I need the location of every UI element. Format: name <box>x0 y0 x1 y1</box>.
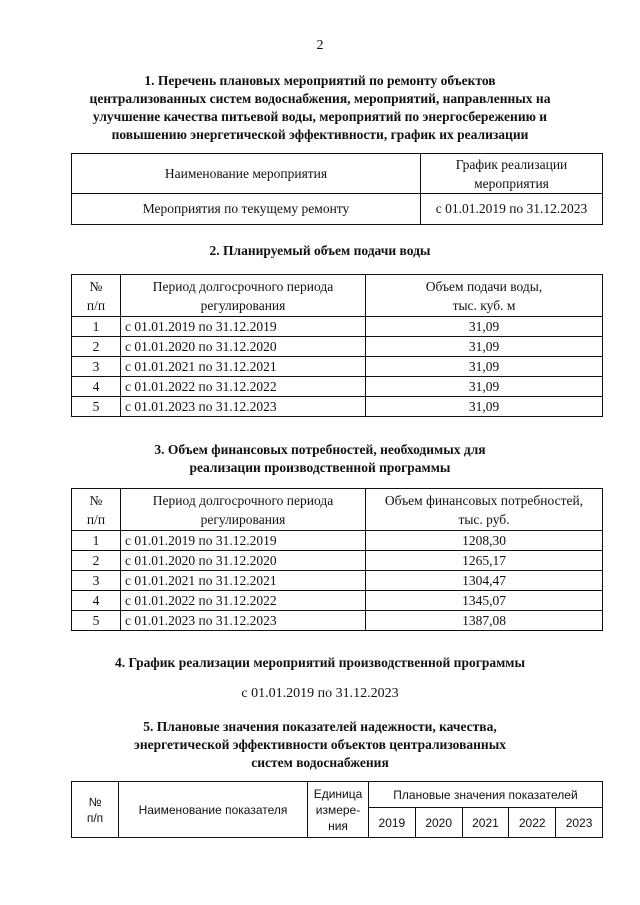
row-period: с 01.01.2023 по 31.12.2023 <box>121 611 366 631</box>
table-row <box>72 357 603 377</box>
row-number: 3 <box>72 571 121 591</box>
table-row <box>72 194 603 225</box>
header-line: ния <box>328 818 348 833</box>
header-line: измере- <box>315 802 361 817</box>
row-value: 31,09 <box>366 357 603 377</box>
header-line: Объем финансовых потребностей, <box>384 492 584 508</box>
header-line: регулирования <box>200 511 286 527</box>
title-line: улучшение качества питьевой воды, мероприятий по энергосбережению и <box>92 109 548 124</box>
row-period: с 01.01.2019 по 31.12.2019 <box>121 531 366 551</box>
row-number: 4 <box>72 591 121 611</box>
row-number: 2 <box>72 337 121 357</box>
activity-schedule: с 01.01.2019 по 31.12.2023 <box>421 194 603 225</box>
header-line: Единица <box>313 786 363 801</box>
row-period: с 01.01.2020 по 31.12.2020 <box>121 551 366 571</box>
row-period: с 01.01.2021 по 31.12.2021 <box>121 571 366 591</box>
header-line: Период долгосрочного периода <box>152 492 334 508</box>
table-row <box>72 377 603 397</box>
table-row <box>72 611 603 631</box>
table-row <box>72 531 603 551</box>
title-line: 1. Перечень плановых мероприятий по ремонту объектов <box>144 73 496 88</box>
row-value: 31,09 <box>366 337 603 357</box>
title-line: систем водоснабжения <box>251 755 389 770</box>
financial-needs-table <box>71 488 603 631</box>
header-schedule <box>421 154 603 194</box>
row-period: с 01.01.2019 по 31.12.2019 <box>121 317 366 337</box>
row-value: 1304,47 <box>366 571 603 591</box>
header-line: п/п <box>86 511 106 527</box>
header-line: тыс. руб. <box>458 511 510 527</box>
table-row <box>72 571 603 591</box>
header-number <box>72 782 119 838</box>
row-value: 1345,07 <box>366 591 603 611</box>
row-period: с 01.01.2023 по 31.12.2023 <box>121 397 366 417</box>
row-number: 5 <box>72 611 121 631</box>
title-line: энергетической эффективности объектов централизованных <box>133 737 506 752</box>
row-number: 1 <box>72 531 121 551</box>
header-planned-values: Плановые значения показателей <box>369 782 603 808</box>
water-supply-table <box>71 274 603 417</box>
row-value: 1265,17 <box>366 551 603 571</box>
row-value: 31,09 <box>366 317 603 337</box>
row-value: 31,09 <box>366 377 603 397</box>
row-number: 4 <box>72 377 121 397</box>
header-period <box>121 275 366 317</box>
row-number: 3 <box>72 357 121 377</box>
header-line: № <box>88 794 102 809</box>
activity-name: Мероприятия по текущему ремонту <box>72 194 421 225</box>
section4-title: 4. График реализации мероприятий производственной программы <box>114 655 526 670</box>
row-value: 31,09 <box>366 397 603 417</box>
section1-title <box>0 72 640 144</box>
section5-title <box>0 718 640 772</box>
row-period: с 01.01.2022 по 31.12.2022 <box>121 377 366 397</box>
row-number: 5 <box>72 397 121 417</box>
table-row <box>72 551 603 571</box>
row-value: 1208,30 <box>366 531 603 551</box>
header-activity-name: Наименование мероприятия <box>72 154 421 194</box>
title-line: 3. Объем финансовых потребностей, необходимых для <box>154 442 486 457</box>
header-volume <box>366 275 603 317</box>
schedule-period: с 01.01.2019 по 31.12.2023 <box>241 686 399 701</box>
table-row <box>72 317 603 337</box>
header-line: Объем подачи воды, <box>425 278 543 294</box>
row-number: 1 <box>72 317 121 337</box>
header-number <box>72 489 121 531</box>
table-row <box>72 397 603 417</box>
year-header: 2023 <box>556 808 603 838</box>
row-period: с 01.01.2021 по 31.12.2021 <box>121 357 366 377</box>
table-row <box>72 591 603 611</box>
title-line: реализации производственной программы <box>189 460 451 475</box>
title-line: 5. Плановые значения показателей надежности, качества, <box>143 719 497 734</box>
row-period: с 01.01.2020 по 31.12.2020 <box>121 337 366 357</box>
title-line: централизованных систем водоснабжения, мероприятий, направленных на <box>89 91 551 106</box>
header-number <box>72 275 121 317</box>
page-number: 2 <box>316 38 324 53</box>
row-number: 2 <box>72 551 121 571</box>
header-line: тыс. куб. м <box>452 297 516 313</box>
row-period: с 01.01.2022 по 31.12.2022 <box>121 591 366 611</box>
header-line: График реализации <box>455 156 568 172</box>
header-line: п/п <box>86 810 104 825</box>
header-line: Период долгосрочного периода <box>152 278 334 294</box>
header-indicator-name: Наименование показателя <box>119 782 308 838</box>
row-value: 1387,08 <box>366 611 603 631</box>
section2-title: 2. Планируемый объем подачи воды <box>209 243 431 258</box>
header-line: регулирования <box>200 297 286 313</box>
indicators-table <box>71 781 603 838</box>
header-line: № <box>89 492 103 508</box>
year-header: 2021 <box>462 808 509 838</box>
header-line: № <box>89 278 103 294</box>
year-header: 2019 <box>369 808 416 838</box>
title-line: повышению энергетической эффективности, график их реализации <box>111 127 529 142</box>
year-header: 2022 <box>509 808 556 838</box>
year-header: 2020 <box>415 808 462 838</box>
header-finance <box>366 489 603 531</box>
header-period <box>121 489 366 531</box>
header-unit <box>308 782 369 838</box>
header-line: п/п <box>86 297 106 313</box>
table-row <box>72 337 603 357</box>
activities-table <box>71 153 603 225</box>
section3-title <box>0 441 640 477</box>
header-line: мероприятия <box>474 175 549 191</box>
